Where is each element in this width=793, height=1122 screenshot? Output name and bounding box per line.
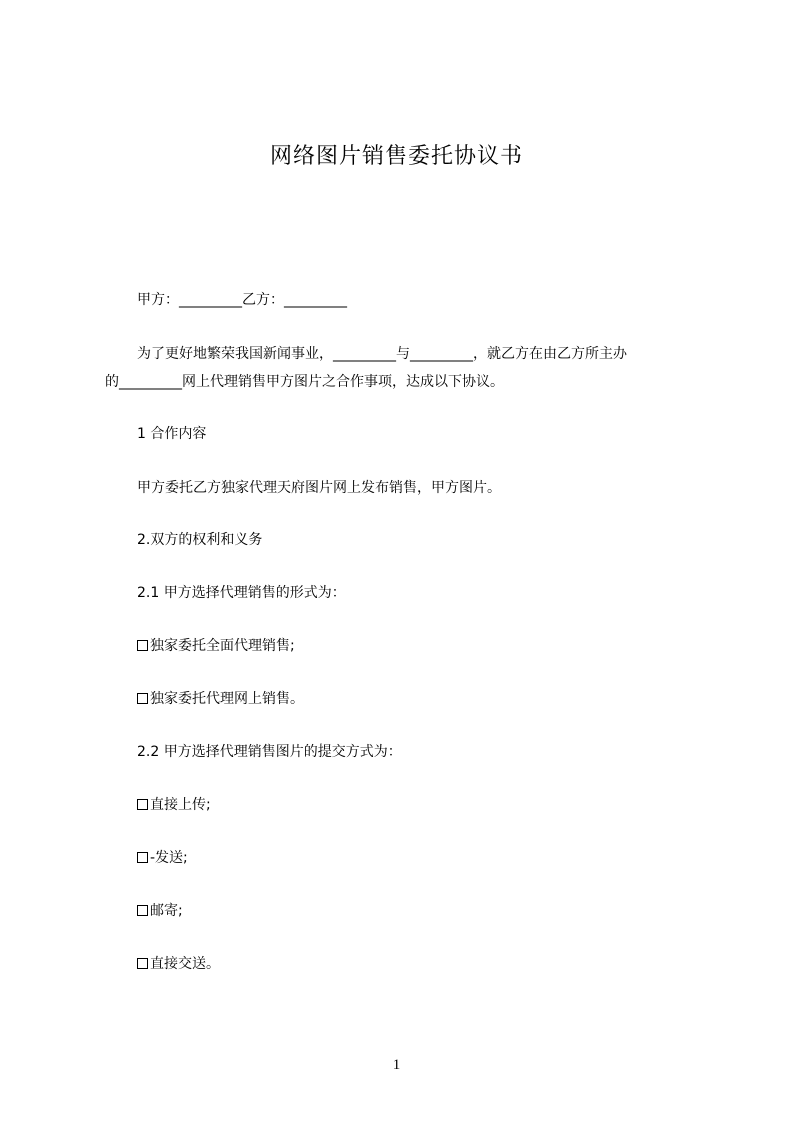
option-item xyxy=(137,901,183,921)
intro-paragraph-line-2: 的_________网上代理销售甲方图片之合作事项，达成以下协议。 xyxy=(105,374,504,390)
option-label: 独家委托全面代理销售; xyxy=(150,638,295,654)
option-label: 独家委托代理网上销售。 xyxy=(150,691,304,707)
page-number: 1 xyxy=(392,1057,401,1073)
checkbox-icon xyxy=(137,958,148,969)
checkbox-icon xyxy=(137,640,148,651)
option-label: 邮寄; xyxy=(150,903,183,919)
intro-paragraph-line-1: 为了更好地繁荣我国新闻事业，_________与_________，就乙方在由乙方所主办 xyxy=(137,346,627,362)
checkbox-icon xyxy=(137,693,148,704)
parties-line: 甲方：_________乙方：_________ xyxy=(137,292,347,308)
option-item xyxy=(137,954,220,974)
option-item xyxy=(137,848,188,868)
document-title: 网络图片销售委托协议书 xyxy=(269,144,523,169)
option-label: -发送; xyxy=(150,850,188,866)
option-item xyxy=(137,636,295,656)
option-label: 直接交送。 xyxy=(150,956,220,972)
checkbox-icon xyxy=(137,799,148,810)
section-1-heading: 1 合作内容 xyxy=(137,426,207,442)
option-label: 直接上传; xyxy=(150,797,211,813)
section-1-body: 甲方委托乙方独家代理天府图片网上发布销售，甲方图片。 xyxy=(137,480,501,496)
checkbox-icon xyxy=(137,852,148,863)
checkbox-icon xyxy=(137,905,148,916)
option-item xyxy=(137,795,211,815)
section-2-heading: 2.双方的权利和义务 xyxy=(137,532,263,548)
section-2-1-heading: 2.1 甲方选择代理销售的形式为： xyxy=(137,585,346,601)
option-item xyxy=(137,689,304,709)
section-2-2-heading: 2.2 甲方选择代理销售图片的提交方式为： xyxy=(137,744,402,760)
